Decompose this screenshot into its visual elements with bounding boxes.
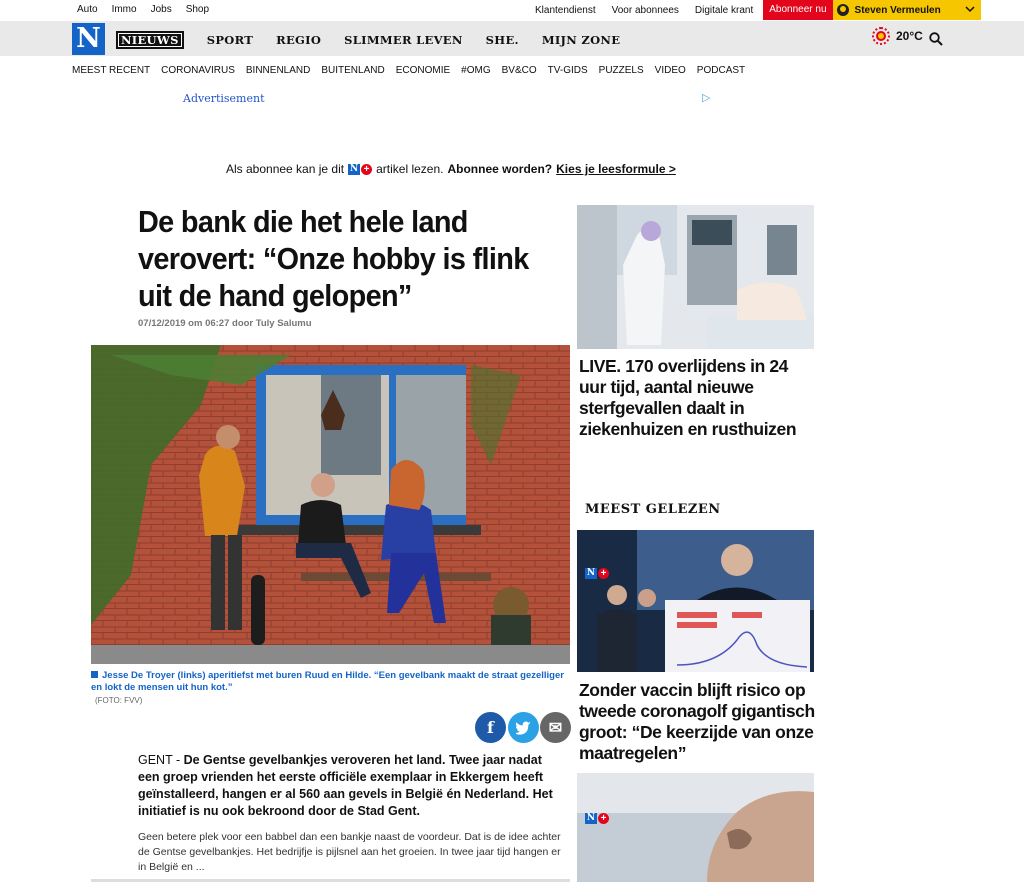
facebook-share-icon[interactable]: f [475,712,506,743]
subscribe-button[interactable]: Abonneer nu [763,0,832,20]
sub-navigation [72,65,756,76]
link-voor-abonnees[interactable]: Voor abonnees [611,4,679,16]
lead-city: GENT - [138,753,184,767]
link-digitale-krant[interactable]: Digitale krant [694,4,754,16]
subnav-meest-recent[interactable]: MEEST RECENT [72,65,151,76]
temperature: 20°C [896,29,923,43]
image-credit: (FOTO: FVV) [95,696,143,705]
article-hero-image[interactable] [91,345,570,664]
nplus-badge-icon: N + [348,164,372,175]
subnav-binnenland[interactable]: BINNENLAND [245,65,311,76]
nav-slimmer-leven[interactable]: SLIMMER LEVEN [344,33,463,47]
link-jobs[interactable]: Jobs [150,4,172,15]
advertisement-label: Advertisement [183,92,265,105]
paywall-suffix: artikel lezen. [376,162,444,176]
utility-links-right [535,0,981,20]
subnav-podcast[interactable]: PODCAST [696,65,746,76]
adchoices-icon[interactable]: ▷ [702,92,711,104]
sidebar-story3-image[interactable] [577,773,814,882]
chevron-down-icon [965,5,975,16]
paywall-question: Abonnee worden? [447,162,553,176]
subnav-buitenland[interactable]: BUITENLAND [321,65,385,76]
nav-nieuws[interactable]: NIEUWS [116,31,184,49]
caption-text: Jesse De Troyer (links) aperitiefst met buren Ruud en Hilde. “Een gevelbank maakt de straat gezelliger en lokt de mensen uit hun kot.” [91,670,564,693]
article-dateline: 07/12/2019 om 06:27 door Tuly Salumu [138,318,312,329]
nplus-badge-icon: N + [585,813,609,824]
link-shop[interactable]: Shop [185,4,210,15]
link-auto[interactable]: Auto [77,4,98,15]
subnav-omg[interactable]: #OMG [461,65,491,76]
utility-links-left [77,4,209,15]
nav-she[interactable]: SHE. [485,33,519,47]
user-name: Steven Vermeulen [854,4,941,16]
lead-text: De Gentse gevelbankjes veroveren het land. Twee jaar nadat een groep vrienden het eerste officiële exemplaar in Ekkergem heeft geïnstalleerd, hangen er al 560 aan gevels in België én Nederland. Het initiatief is nu ook bekroond door de Stad Gent. [138,753,553,818]
site-logo[interactable]: N [72,23,105,55]
user-avatar-icon [837,4,849,16]
article-body: Geen betere plek voor een babbel dan een bankje naast de voordeur. Dat is de idee achter de Gentse gevelbankjes. Het bedrijfje is pijlsnel aan het groeien. In twee jaar tijd hangen er in België en ... [138,831,561,873]
main-navigation [0,21,1024,56]
sun-icon [872,27,890,45]
paywall-prefix: Als abonnee kan je dit [226,162,345,176]
nav-regio[interactable]: REGIO [276,33,322,47]
paywall-link[interactable]: Kies je leesformule > [556,162,676,176]
sidebar-story2-title[interactable]: Zonder vaccin blijft risico op tweede coronagolf gigantisch groot: “De keerzijde van onze maatregelen” [579,680,815,763]
subnav-bvco[interactable]: BV&CO [501,65,537,76]
sidebar-story1-title[interactable]: LIVE. 170 overlijdens in 24 uur tijd, aantal nieuwe sterfgevallen daalt in ziekenhuizen en rusthuizen [579,356,797,439]
link-klantendienst[interactable]: Klantendienst [535,4,596,16]
twitter-share-icon[interactable] [508,712,539,743]
subnav-coronavirus[interactable]: CORONAVIRUS [161,65,235,76]
image-caption [91,670,573,694]
article-headline: De bank die het hele land verovert: “Onze hobby is flink uit de hand gelopen” [138,204,529,313]
link-immo[interactable]: Immo [111,4,137,15]
caption-marker-icon [91,671,98,678]
paywall-notice [226,162,676,176]
section-title-meest-gelezen: MEEST GELEZEN [585,502,721,517]
top-utility-bar [0,0,1024,20]
subnav-video[interactable]: VIDEO [654,65,686,76]
mail-share-icon[interactable]: ✉ [540,712,571,743]
nav-items [116,31,643,49]
search-icon[interactable] [929,32,943,46]
sidebar-story1-image[interactable] [577,205,814,349]
subnav-tv-gids[interactable]: TV-GIDS [547,65,588,76]
nav-sport[interactable]: SPORT [206,33,254,47]
nplus-badge-icon: N + [585,568,609,579]
sidebar-story2-image[interactable] [577,530,814,672]
subnav-economie[interactable]: ECONOMIE [395,65,451,76]
user-menu[interactable] [833,0,981,20]
weather-widget[interactable] [872,27,923,45]
nav-mijn-zone[interactable]: MIJN ZONE [541,33,621,47]
subnav-puzzels[interactable]: PUZZELS [598,65,644,76]
article-lead [138,752,558,820]
